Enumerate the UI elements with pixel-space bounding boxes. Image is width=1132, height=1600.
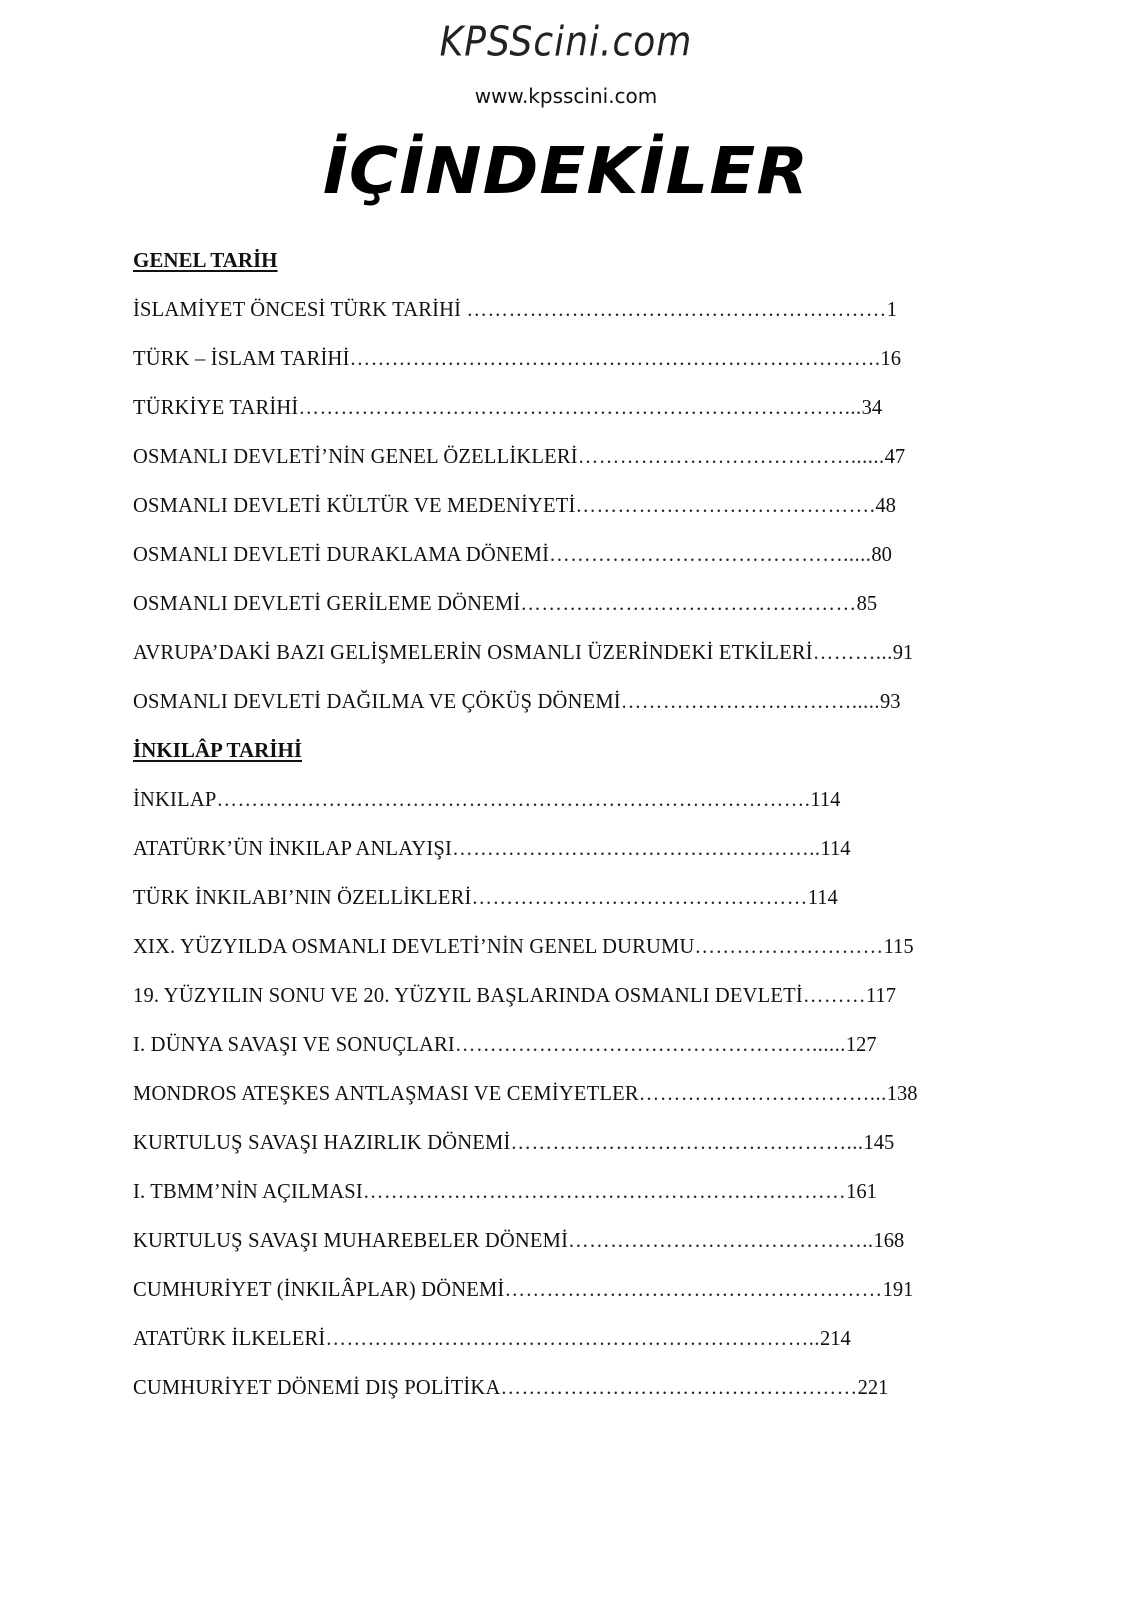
toc-entry-title: AVRUPA’DAKİ BAZI GELİŞMELERİN OSMANLI ÜZERİNDEKİ ETKİLERİ (133, 640, 813, 664)
toc-entry[interactable] (133, 883, 993, 932)
toc-entry[interactable] (133, 589, 993, 638)
toc-entry-title: XIX. YÜZYILDA OSMANLI DEVLETİ’NİN GENEL DURUMU (133, 934, 695, 958)
toc-entry-title: OSMANLI DEVLETİ KÜLTÜR VE MEDENİYETİ (133, 493, 576, 517)
toc-entry-page: 114 (810, 787, 841, 811)
toc-entry-page: 138 (886, 1081, 918, 1105)
toc-entry-title: I. DÜNYA SAVAŞI VE SONUÇLARI (133, 1032, 455, 1056)
toc-entry[interactable] (133, 1373, 993, 1422)
toc-entry[interactable] (133, 638, 993, 687)
toc-entry-leader: …………………………………………….. (452, 836, 821, 860)
toc-entry-leader: …………………………………….. (568, 1228, 874, 1252)
toc-entry-title: İSLAMİYET ÖNCESİ TÜRK TARİHİ (133, 297, 467, 321)
site-url: www.kpsscini.com (474, 84, 658, 108)
toc-entry-leader: ……… (802, 983, 866, 1007)
toc-entry[interactable] (133, 687, 993, 736)
toc-entry-page: 85 (856, 591, 878, 615)
toc-entry-page: 48 (875, 493, 896, 517)
toc-entry[interactable] (133, 1226, 993, 1275)
toc-entry-page: 221 (857, 1375, 889, 1399)
toc-entry-leader: ………………………………………… (520, 591, 857, 615)
toc-entry[interactable] (133, 981, 993, 1030)
toc-entry[interactable] (133, 932, 993, 981)
toc-entry-page: 47 (884, 444, 906, 468)
toc-entry-page: 115 (883, 934, 914, 958)
toc-entry-leader: ………………………………………… (471, 885, 808, 909)
toc-entry-title: I. TBMM’NİN AÇILMASI (133, 1179, 363, 1203)
toc-entry-leader: …………………………………………... (510, 1130, 864, 1154)
toc-entry-title: TÜRKİYE TARİHİ (133, 395, 299, 419)
toc-entry-leader: ……………………………………………...... (454, 1032, 846, 1056)
toc-entry-title: TÜRK İNKILABI’NIN ÖZELLİKLERİ (133, 885, 472, 909)
toc-entry-page: 80 (871, 542, 892, 566)
toc-entry[interactable] (133, 393, 993, 442)
toc-entry-page: 1 (886, 297, 898, 321)
toc-entry[interactable] (133, 1177, 993, 1226)
toc-entry-title: KURTULUŞ SAVAŞI HAZIRLIK DÖNEMİ (133, 1130, 511, 1154)
section-heading: İNKILÂP TARİHİ (133, 738, 303, 762)
toc-entry-leader: …………………………………………………………………. (349, 346, 881, 370)
toc-entry-page: 161 (846, 1179, 877, 1203)
toc-entry-leader: …………………………………...... (577, 444, 885, 468)
toc-entry[interactable] (133, 295, 993, 344)
toc-entry-title: OSMANLI DEVLETİ DURAKLAMA DÖNEMİ (133, 542, 550, 566)
toc-entry-title: OSMANLI DEVLETİ GERİLEME DÖNEMİ (133, 591, 521, 615)
toc-entry-page: 16 (880, 346, 902, 370)
toc-entry-leader: ………... (812, 640, 893, 664)
toc-entry-title: OSMANLI DEVLETİ’NİN GENEL ÖZELLİKLERİ (133, 444, 578, 468)
toc-entry-page: 214 (819, 1326, 851, 1350)
toc-entry-leader: …………………………………………………………… (362, 1179, 847, 1203)
toc-entry[interactable] (133, 1128, 993, 1177)
toc-entry-title: ATATÜRK’ÜN İNKILAP ANLAYIŞI (133, 836, 453, 860)
toc-entry-page: 93 (880, 689, 901, 713)
toc-entry-title: MONDROS ATEŞKES ANTLAŞMASI VE CEMİYETLER (133, 1081, 639, 1105)
site-logo: KPSScini.com (439, 18, 693, 67)
toc-entry[interactable] (133, 540, 993, 589)
toc-entry[interactable] (133, 442, 993, 491)
toc-entry-title: OSMANLI DEVLETİ DAĞILMA VE ÇÖKÜŞ DÖNEMİ (133, 689, 621, 713)
page-title: İÇİNDEKİLER (322, 135, 810, 209)
table-of-contents (133, 246, 1013, 1422)
toc-entry-leader: ……………………………………..... (549, 542, 872, 566)
toc-entry-leader: …………………………………………… (500, 1375, 858, 1399)
toc-entry-page: 127 (845, 1032, 877, 1056)
toc-entry-title: 19. YÜZYILIN SONU VE 20. YÜZYIL BAŞLARINDA OSMANLI DEVLETİ (133, 983, 803, 1007)
toc-entry-leader: ……………………………………………… (504, 1277, 883, 1301)
toc-entry-page: 34 (861, 395, 883, 419)
toc-entry-title: TÜRK – İSLAM TARİHİ (133, 346, 350, 370)
toc-entry[interactable] (133, 1324, 993, 1373)
section-heading: GENEL TARİH (133, 248, 278, 272)
toc-entry-title: KURTULUŞ SAVAŞI MUHAREBELER DÖNEMİ (133, 1228, 569, 1252)
toc-entry-title: İNKILAP (133, 787, 217, 811)
toc-entry[interactable] (133, 834, 993, 883)
toc-entry-title: ATATÜRK İLKELERİ (133, 1326, 326, 1350)
toc-entry[interactable] (133, 491, 993, 540)
toc-entry[interactable] (133, 785, 993, 834)
toc-entry[interactable] (133, 344, 993, 393)
toc-entry-title: CUMHURİYET (İNKILÂPLAR) DÖNEMİ (133, 1277, 505, 1301)
toc-entry-leader: ……………………………………. (575, 493, 876, 517)
toc-entry-page: 168 (873, 1228, 905, 1252)
toc-entry-title: CUMHURİYET DÖNEMİ DIŞ POLİTİKA (133, 1375, 501, 1399)
toc-entry-leader: …………………………………………………… (466, 297, 887, 321)
toc-entry-leader: …………………………………………………………….. (325, 1326, 820, 1350)
toc-entry-page: 117 (865, 983, 896, 1007)
toc-entry[interactable] (133, 1030, 993, 1079)
toc-entry-page: 114 (807, 885, 838, 909)
toc-entry-leader: ……………………………... (638, 1081, 887, 1105)
toc-entry-leader: …………………………………………………………………………. (216, 787, 811, 811)
toc-entry-page: 191 (882, 1277, 914, 1301)
toc-entry-leader: ……………………………………………………………………... (298, 395, 862, 419)
toc-entry[interactable] (133, 1275, 993, 1324)
toc-entry-page: 114 (820, 836, 851, 860)
toc-entry[interactable] (133, 1079, 993, 1128)
toc-entry-leader: ……………………………..... (620, 689, 881, 713)
toc-entry-leader: ……………………… (694, 934, 884, 958)
toc-entry-page: 91 (892, 640, 914, 664)
toc-entry-page: 145 (863, 1130, 895, 1154)
